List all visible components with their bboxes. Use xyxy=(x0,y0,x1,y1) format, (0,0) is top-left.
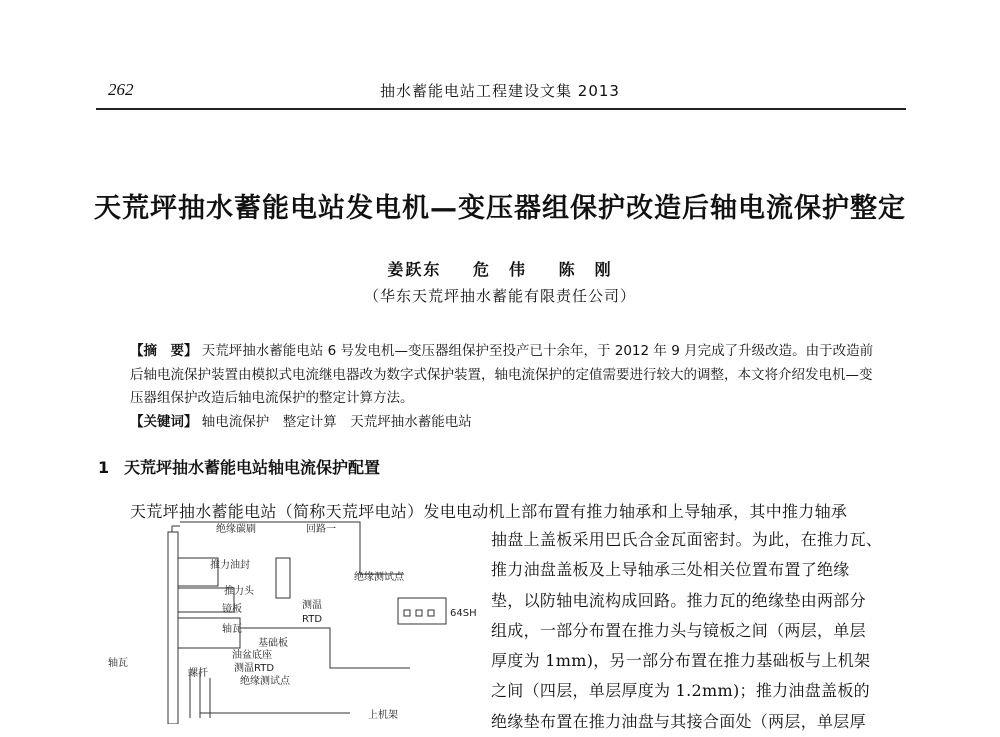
author: 危 伟 xyxy=(472,260,527,279)
fig-label: 绝缘碳刷 xyxy=(216,524,256,535)
body-paragraph xyxy=(491,525,911,737)
abstract-text: 天荒坪抽水蓄能电站 6 号发电机—变压器组保护至投产已十余年，于 2012 年 9 月完成了升级改造。由于改造前后轴电流保护装置由模拟式电流继电器改为数字式保护装置，轴电流保护的定值需要进行较大的调整，本文将介绍发电机—变压器组保护改造后轴电流保护的整定计算方法。 xyxy=(130,343,874,406)
keywords-label: 【关键词】 xyxy=(130,413,198,430)
abstract xyxy=(130,340,875,434)
body-line: 组成，一部分布置在推力头与镜板之间（两层，单层 xyxy=(491,620,866,640)
fig-label: 油盆底座 xyxy=(232,650,272,661)
fig-label: 绝缘测试点 xyxy=(354,572,404,583)
fig-label: 测温 xyxy=(302,600,322,611)
fig-label: 64SH xyxy=(450,608,477,619)
body-line: 绝缘垫布置在推力油盘与其接合面处（两层，单层厚 xyxy=(491,711,866,731)
fig-label: 轴瓦 xyxy=(108,658,128,669)
fig-label: 测温RTD xyxy=(234,663,275,674)
fig-label: 回路一 xyxy=(306,524,336,535)
body-line: 推力油盘盖板及上导轴承三处相关位置布置了绝缘 xyxy=(491,560,850,580)
shaft-current-figure xyxy=(100,518,490,724)
fig-label: 推力油封 xyxy=(210,560,250,571)
body-line: 之间（四层，单层厚度为 1.2mm)；推力油盘盖板的 xyxy=(491,681,870,701)
header-rule xyxy=(96,108,906,110)
affiliation: （华东天荒坪抽水蓄能有限责任公司） xyxy=(363,287,636,305)
fig-label: 绝缘测试点 xyxy=(240,676,290,687)
rtd-shape xyxy=(276,558,290,598)
author: 陈 刚 xyxy=(558,260,613,279)
article-title: 天荒坪抽水蓄能电站发电机—变压器组保护改造后轴电流保护整定 xyxy=(94,193,906,224)
fig-label: 轴瓦 xyxy=(222,624,242,635)
section-number: 1 xyxy=(98,458,110,477)
abstract-label: 【摘 要】 xyxy=(130,343,198,359)
loop-wire xyxy=(172,522,404,574)
body-line: 厚度为 1mm)，另一部分布置在推力基础板与上机架 xyxy=(491,651,871,671)
shaft-shape xyxy=(168,532,178,724)
author-list xyxy=(0,257,1000,280)
page-number: 262 xyxy=(108,80,134,99)
section-heading xyxy=(98,455,380,478)
fig-label: 螺杆 xyxy=(188,668,208,679)
fig-label: 上机架 xyxy=(368,710,398,721)
author: 姜跃东 xyxy=(387,260,442,279)
section-title: 天荒坪抽水蓄能电站轴电流保护配置 xyxy=(124,458,381,477)
fig-label: 镜板 xyxy=(222,604,242,615)
frame-lines xyxy=(190,673,210,718)
keywords: 轴电流保护 整定计算 天荒坪抽水蓄能电站 xyxy=(201,413,472,430)
fig-label: RTD xyxy=(302,614,323,625)
fig-label: 基础板 xyxy=(258,638,288,649)
body-line: 垫，以防轴电流构成回路。推力瓦的绝缘垫由两部分 xyxy=(491,590,866,610)
body-paragraph-first-line: 天荒坪抽水蓄能电站（简称天荒坪电站）发电电动机上部布置有推力轴承和上导轴承，其中推力轴承 xyxy=(130,502,848,521)
running-title: 抽水蓄能电站工程建设文集 2013 xyxy=(380,82,620,100)
body-line: 抽盘上盖板采用巴氏合金瓦面密封。为此，在推力瓦、 xyxy=(491,530,883,549)
fig-label: 推力头 xyxy=(224,586,254,597)
